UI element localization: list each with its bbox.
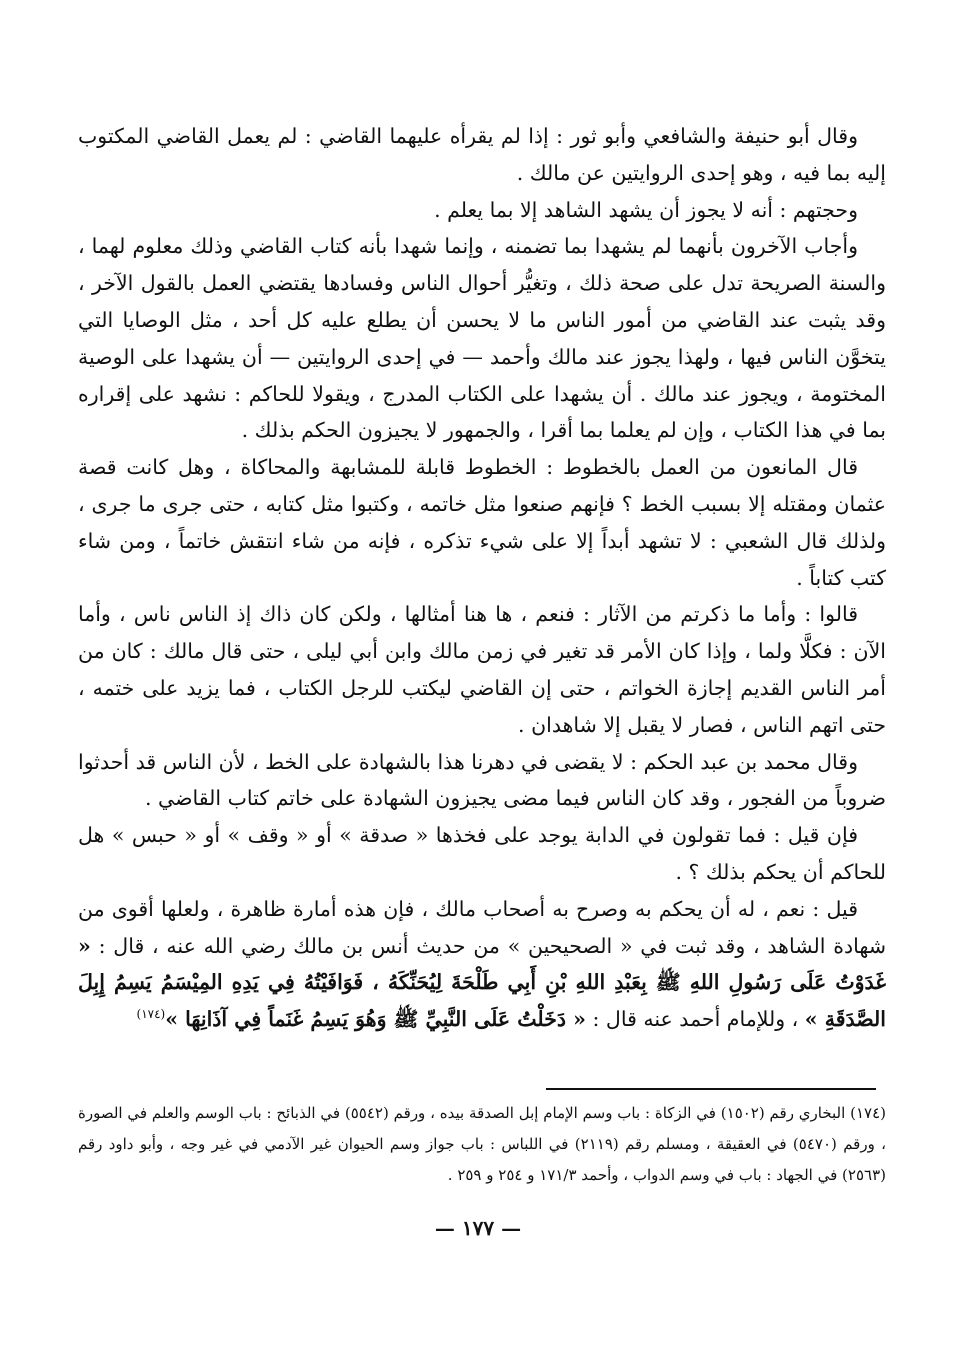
footnote-174: (١٧٤) البخاري رقم (١٥٠٢) في الزكاة : باب وسم الإمام إبل الصدقة بيده ، ورقم (٥٥٤٢) في الذبائح : باب الوسم والعلم في الصورة ، ورقم (٥٤٧٠) في العقيقة ، ومسلم رقم (٢١١٩) في اللباس : باب جواز وسم الحيوان غير الآدمي في غير وجه ، وأبو داود رقم (٢٥٦٣) في الجهاد : باب في وسم الدواب ، وأحمد ١٧١/٣ و ٢٥٤ و ٢٥٩ . <box>78 1104 886 1184</box>
paragraph-7: فإن قيل : فما تقولون في الدابة يوجد على فخذها « صدقة » أو « وقف » أو « حبس » هل للحاكم أن يحكم بذلك ؟ . <box>78 823 886 884</box>
page-number: — ١٧٧ — <box>434 1216 522 1240</box>
hadith-quote-1: « غَدَوْتُ عَلَى رَسُولِ اللهِ ﷺ بِعَبْدِ اللهِ بْنِ أَبِي طَلْحَةَ لِيُحَنِّكَهُ ، فَوَافَيْتُهُ فِي يَدِهِ المِيْسَمُ يَسِمُ إِبِلَ الصَّدَقَةِ » <box>78 933 886 1032</box>
paragraph-2: وحجتهم : أنه لا يجوز أن يشهد الشاهد إلا بما يعلم . <box>434 197 858 222</box>
paragraph-8-middle: ، وللإمام أحمد عنه قال : <box>592 1007 799 1032</box>
paragraph-5: قالوا : وأما ما ذكرتم من الآثار : فنعم ، ها هنا أمثالها ، ولكن كان ذاك إذ الناس ناس ، وأما الآن : فكلَّا ولما ، وإذا كان الأمر قد تغير في زمن مالك وابن أبي ليلى ، حتى قال مالك : كان من أمر الناس القديم إجازة الخواتم ، حتى إن القاضي ليكتب للرجل الكتاب ، فما يزيد على ختمه ، حتى اتهم الناس ، فصار لا يقبل إلا شاهدان . <box>78 602 886 737</box>
footnotes-section <box>78 1098 886 1191</box>
hadith-quote-2: « دَخَلْتُ عَلَى النَّبِيِّ ﷺ وَهُوَ يَسِمُ غَنَماً فِي آذَانِهَا » <box>165 1007 586 1032</box>
footnote-reference: (١٧٤) <box>136 1007 166 1022</box>
paragraph-6: وقال محمد بن عبد الحكم : لا يقضى في دهرنا هذا بالشهادة على الخط ، لأن الناس قد أحدثوا ضروباً من الفجور ، وقد كان الناس فيما مضى يجيزون الشهادة على خاتم كتاب القاضي . <box>78 749 886 811</box>
paragraph-8-intro: قيل : نعم ، له أن يحكم به وصرح به أصحاب مالك ، فإن هذه أمارة ظاهرة ، ولعلها أقوى من شهادة الشاهد ، وقد ثبت في « الصحيحين » من حديث أنس بن مالك رضي الله عنه ، قال : <box>78 896 886 958</box>
page-body <box>78 118 886 1038</box>
footnote-divider <box>546 1088 876 1090</box>
paragraph-4: قال المانعون من العمل بالخطوط : الخطوط قابلة للمشابهة والمحاكاة ، وهل كانت قصة عثمان ومقتله إلا بسبب الخط ؟ فإنهم صنعوا مثل خاتمه ، وكتبوا مثل كتابه ، حتى جرى ما جرى ، ولذلك قال الشعبي : لا تشهد أبداً إلا على شيء تذكره ، فإنه من شاء انتقش خاتماً ، ومن شاء كتب كتاباً . <box>78 455 886 590</box>
paragraph-3: وأجاب الآخرون بأنهما لم يشهدا بما تضمنه ، وإنما شهدا بأنه كتاب القاضي وذلك معلوم لهما ، والسنة الصريحة تدل على صحة ذلك ، وتغيُّر أحوال الناس وفسادها يقتضي العمل بالقول الآخر ، وقد يثبت عند القاضي من أمور الناس ما لا يحسن أن يطلع عليه كل أحد ، مثل الوصايا التي يتخوَّن الناس فيها ، ولهذا يجوز عند مالك وأحمد — في إحدى الروايتين — أن يشهدا على الوصية المختومة ، ويجوز عند مالك . أن يشهدا على الكتاب المدرج ، ويقولا للحاكم : نشهد على إقراره بما في هذا الكتاب ، وإن لم يعلما بما أقرا ، والجمهور لا يجيزون الحكم بذلك . <box>78 234 886 443</box>
paragraph-8 <box>78 891 886 1038</box>
paragraph-1: وقال أبو حنيفة والشافعي وأبو ثور : إذا لم يقرأه عليهما القاضي : لم يعمل القاضي المكتوب إليه بما فيه ، وهو إحدى الروايتين عن مالك . <box>78 124 886 185</box>
